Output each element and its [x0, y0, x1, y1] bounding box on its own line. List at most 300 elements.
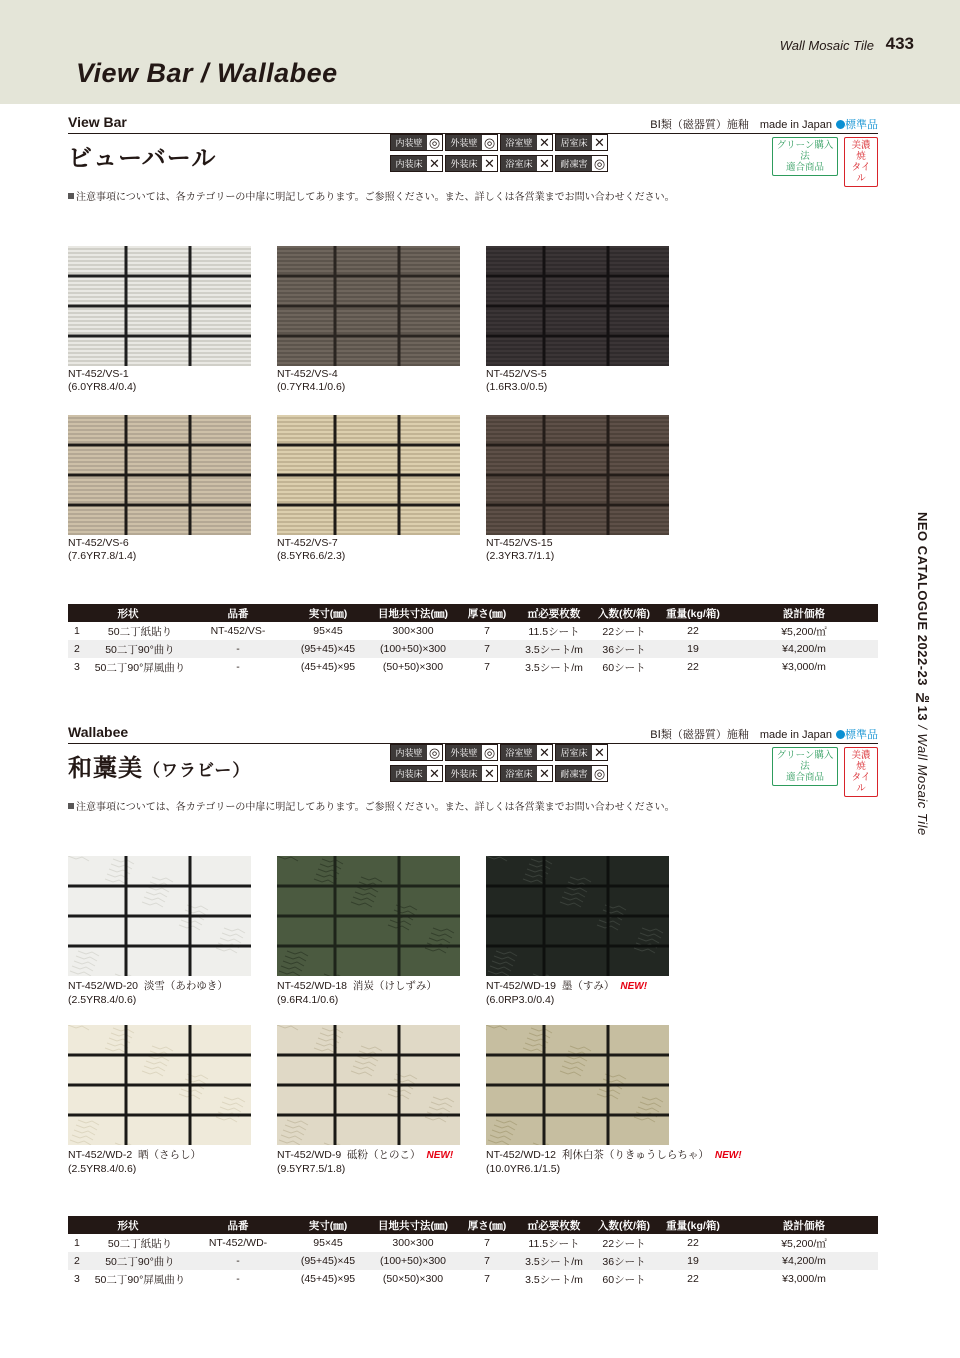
- usage-mark: ◎: [593, 156, 606, 171]
- section-name: View Bar: [68, 114, 127, 130]
- tile-joint-vertical: [125, 1115, 128, 1145]
- tile-joint-vertical: [543, 415, 546, 445]
- tile-joint-vertical: [189, 276, 192, 306]
- tile-card: [277, 415, 460, 562]
- standard-dot-icon: [836, 730, 845, 739]
- tile-joint-vertical: [607, 1115, 610, 1145]
- table-cell: -: [188, 1252, 288, 1270]
- green-badge-line2: 適合商品: [785, 162, 824, 173]
- table-cell: 22: [687, 1237, 699, 1249]
- table-cell: 1: [74, 1237, 80, 1249]
- usage-mark: ◎: [483, 745, 496, 760]
- table-header-cell: 重量(kg/箱): [656, 604, 730, 622]
- table-cell: 11.5シート: [528, 625, 580, 638]
- table-cell: 22シート: [602, 1237, 646, 1250]
- page-number: 433: [885, 34, 914, 53]
- usage-label: 耐凍害: [556, 766, 592, 781]
- table-cell: 22シート: [602, 625, 646, 638]
- table-header-cell: 厚さ(㎜): [458, 604, 516, 622]
- tile-joint-vertical: [607, 1055, 610, 1085]
- table-header-cell: 品番: [188, 604, 288, 622]
- table-header-cell: 品番: [188, 1216, 288, 1234]
- table-header-cell: ㎡必要枚数: [516, 1216, 592, 1234]
- tile-joint-vertical: [543, 505, 546, 535]
- tile-joint-vertical: [543, 1115, 546, 1145]
- tile-joint-horizontal: [68, 474, 251, 477]
- tile-joint-vertical: [398, 1025, 401, 1055]
- table-header-cell: 目地共寸法(㎜): [368, 1216, 458, 1234]
- usage-mark: ◎: [593, 766, 606, 781]
- tile-joint-vertical: [334, 276, 337, 306]
- tile-munsell: (8.5YR6.6/2.3): [277, 550, 346, 562]
- tile-joint-vertical: [398, 916, 401, 946]
- usage-label: 外装壁: [446, 745, 482, 760]
- table-cell: (100+50)×300: [368, 640, 458, 658]
- table-cell: 95×45: [313, 1237, 343, 1249]
- standard-label: 標準品: [845, 729, 878, 741]
- tile-munsell: (7.6YR7.8/1.4): [68, 550, 137, 562]
- tile-joint-vertical: [543, 886, 546, 916]
- green-badge-line1: グリーン購入法: [776, 140, 834, 162]
- red-badge-line2: タイル: [851, 162, 871, 184]
- table-cell: ¥4,200/m: [730, 640, 878, 658]
- catalogue-name: NEO CATALOGUE 2022-23 №13: [915, 512, 930, 722]
- table-cell: -: [236, 661, 240, 673]
- tile-card: [486, 856, 669, 1006]
- table-cell: NT-452/VS-: [210, 625, 266, 637]
- tile-joint-vertical: [334, 916, 337, 946]
- table-cell: 11.5シート: [528, 1237, 580, 1250]
- table-cell: (50+50)×300: [382, 661, 444, 673]
- product-jp-name: ビューバール: [68, 145, 217, 172]
- product-jp-name: 和藁美: [68, 755, 143, 782]
- tile-joint-horizontal: [486, 1084, 669, 1087]
- usage-mark: ✕: [482, 766, 497, 781]
- usage-cell: [390, 765, 443, 782]
- tile-swatch: [486, 1025, 669, 1145]
- tile-code-line: [486, 978, 669, 993]
- usage-cell: [500, 744, 553, 761]
- tile-card: [277, 1025, 460, 1175]
- tile-code: NT-452/WD-20: [68, 980, 139, 992]
- table-row: [68, 622, 878, 640]
- tile-joint-vertical: [607, 415, 610, 445]
- tile-card: [486, 1025, 742, 1175]
- usage-cell: [390, 744, 443, 761]
- table-cell: 2: [68, 1252, 92, 1270]
- tile-munsell: (10.0YR6.1/1.5): [486, 1163, 561, 1175]
- tile-joint-vertical: [398, 856, 401, 886]
- table-header-cell: 厚さ(㎜): [458, 1216, 516, 1234]
- tile-joint-vertical: [543, 336, 546, 366]
- tile-joint-vertical: [125, 415, 128, 445]
- tile-joint-vertical: [334, 336, 337, 366]
- tile-card: [68, 415, 251, 562]
- usage-label: 外装床: [446, 156, 482, 171]
- table-cell: 95×45: [313, 625, 343, 637]
- page-category-label: Wall Mosaic Tile: [779, 38, 874, 53]
- new-badge: NEW!: [620, 981, 648, 992]
- tile-joint-vertical: [189, 1115, 192, 1145]
- tile-joint-vertical: [607, 886, 610, 916]
- tile-joint-vertical: [125, 336, 128, 366]
- tile-joint-vertical: [125, 1085, 128, 1115]
- tile-joint-horizontal: [486, 885, 669, 888]
- tile-joint-vertical: [334, 946, 337, 976]
- usage-mark: ◎: [483, 135, 496, 150]
- tile-munsell: (6.0YR8.4/0.4): [68, 381, 137, 393]
- tile-code-line: [68, 368, 251, 380]
- table-cell: NT-452/WD-: [208, 1237, 268, 1249]
- tile-joint-horizontal: [68, 335, 251, 338]
- usage-cell: [445, 134, 498, 151]
- tile-munsell: (9.6R4.1/0.6): [277, 994, 339, 1006]
- tile-joint-vertical: [543, 1025, 546, 1055]
- tile-joint-horizontal: [68, 444, 251, 447]
- table-cell: (50×50)×300: [382, 1273, 444, 1285]
- catalogue-side-label: [910, 512, 930, 836]
- usage-label: 居室床: [556, 745, 592, 760]
- tile-code: NT-452/WD-19: [486, 980, 557, 992]
- tile-joint-horizontal: [68, 945, 251, 948]
- mino-tile-badge: [844, 137, 878, 187]
- tile-joint-vertical: [189, 415, 192, 445]
- usage-cell: [555, 134, 608, 151]
- tile-joint-vertical: [543, 306, 546, 336]
- tile-joint-vertical: [607, 916, 610, 946]
- tile-joint-vertical: [398, 946, 401, 976]
- usage-mark: ✕: [537, 156, 552, 171]
- table-row: [68, 1270, 878, 1288]
- tile-joint-horizontal: [277, 1114, 460, 1117]
- green-badge-line2: 適合商品: [785, 772, 824, 783]
- tile-joint-horizontal: [277, 915, 460, 918]
- usage-label: 浴室床: [501, 156, 537, 171]
- table-cell: 7: [484, 1273, 490, 1285]
- usage-label: 内装床: [391, 156, 427, 171]
- tile-joint-vertical: [398, 1085, 401, 1115]
- spec-table: [68, 1216, 878, 1288]
- tile-joint-vertical: [125, 1055, 128, 1085]
- table-cell: 22: [687, 1273, 699, 1285]
- tile-code: NT-452/VS-7: [277, 537, 338, 549]
- tile-joint-vertical: [125, 856, 128, 886]
- tile-joint-vertical: [125, 916, 128, 946]
- table-cell: 50二丁90°曲り: [92, 640, 188, 658]
- new-badge: NEW!: [714, 1150, 742, 1161]
- usage-cell: [500, 155, 553, 172]
- tile-munsell: (2.3YR3.7/1.1): [486, 550, 555, 562]
- table-cell: (45+45)×95: [300, 1273, 356, 1285]
- tile-swatch: [486, 415, 669, 535]
- tile-joint-horizontal: [277, 885, 460, 888]
- table-cell: 300×300: [392, 1237, 434, 1249]
- table-cell: -: [236, 1273, 240, 1285]
- table-cell: 2: [68, 640, 92, 658]
- tile-joint-vertical: [607, 1025, 610, 1055]
- table-cell: 22: [687, 661, 699, 673]
- table-cell: (45+45)×95: [300, 661, 356, 673]
- tile-code-line: [277, 978, 460, 993]
- tile-joint-horizontal: [486, 1114, 669, 1117]
- tile-munsell: (9.5YR7.5/1.8): [277, 1163, 346, 1175]
- tile-code-line: [277, 537, 460, 549]
- tile-swatch: [277, 246, 460, 366]
- tile-code: NT-452/WD-9: [277, 1149, 342, 1161]
- tile-name: 淡雪（あわゆき）: [143, 980, 228, 992]
- tile-swatch: [486, 246, 669, 366]
- tile-joint-vertical: [398, 276, 401, 306]
- usage-cell: [445, 744, 498, 761]
- table-cell: (100+50)×300: [368, 1252, 458, 1270]
- usage-label: 内装床: [391, 766, 427, 781]
- tile-swatch: [486, 856, 669, 976]
- tile-joint-vertical: [125, 886, 128, 916]
- tile-joint-vertical: [543, 946, 546, 976]
- tile-joint-vertical: [607, 336, 610, 366]
- product-jp-title: [68, 138, 216, 173]
- tile-joint-vertical: [189, 1055, 192, 1085]
- tile-joint-vertical: [398, 415, 401, 445]
- table-header-row: [68, 604, 878, 622]
- tile-joint-horizontal: [277, 474, 460, 477]
- material-info: BⅠ類（磁器質）施釉 made in Japan: [650, 729, 832, 741]
- usage-cell: [390, 155, 443, 172]
- green-purchase-badge: [772, 747, 838, 786]
- tile-joint-vertical: [398, 475, 401, 505]
- tile-swatch: [68, 1025, 251, 1145]
- tile-name: 利休白茶（りきゅうしらちゃ）: [561, 1149, 709, 1161]
- new-badge: NEW!: [426, 1150, 454, 1161]
- table-cell: 7: [484, 625, 490, 637]
- table-cell: 7: [458, 640, 516, 658]
- tile-joint-vertical: [398, 306, 401, 336]
- tile-joint-horizontal: [486, 305, 669, 308]
- usage-mark: ✕: [537, 135, 552, 150]
- table-cell: 50二丁90°屏風曲り: [94, 661, 186, 674]
- tile-joint-vertical: [125, 246, 128, 276]
- tile-joint-horizontal: [277, 1054, 460, 1057]
- table-cell: 3: [74, 1273, 80, 1285]
- table-cell: -: [188, 640, 288, 658]
- table-cell: (95+45)×45: [288, 640, 368, 658]
- tile-joint-horizontal: [486, 474, 669, 477]
- tile-joint-vertical: [334, 415, 337, 445]
- table-cell: 50二丁紙貼り: [107, 625, 173, 638]
- usage-mark: ✕: [482, 156, 497, 171]
- tile-joint-vertical: [125, 1025, 128, 1055]
- table-header-cell: 目地共寸法(㎜): [368, 604, 458, 622]
- usage-mark: ✕: [427, 156, 442, 171]
- tile-joint-horizontal: [486, 444, 669, 447]
- table-header-cell: 設計価格: [730, 604, 878, 622]
- tile-joint-horizontal: [277, 444, 460, 447]
- tile-joint-vertical: [543, 445, 546, 475]
- tile-munsell: (2.5YR8.4/0.6): [68, 1163, 137, 1175]
- tile-joint-vertical: [543, 1055, 546, 1085]
- tile-code: NT-452/WD-18: [277, 980, 348, 992]
- usage-mark: ✕: [537, 745, 552, 760]
- tile-joint-vertical: [189, 1085, 192, 1115]
- table-header-cell: 形状: [68, 604, 188, 622]
- tile-joint-vertical: [125, 445, 128, 475]
- tile-card: [486, 415, 669, 562]
- product-section-2: [68, 724, 878, 1284]
- usage-cell: [555, 765, 608, 782]
- table-cell: 7: [484, 1237, 490, 1249]
- table-header-row: [68, 1216, 878, 1234]
- table-cell: 7: [458, 1252, 516, 1270]
- tile-joint-vertical: [334, 1025, 337, 1055]
- tile-joint-horizontal: [486, 945, 669, 948]
- tile-joint-vertical: [607, 246, 610, 276]
- tile-joint-vertical: [334, 1055, 337, 1085]
- tile-code-line: [68, 537, 251, 549]
- tile-code: NT-452/WD-12: [486, 1149, 557, 1161]
- table-header-cell: 形状: [68, 1216, 188, 1234]
- tile-name: 消炭（けしずみ）: [352, 980, 437, 992]
- standard-dot-icon: [836, 120, 845, 129]
- table-row: [68, 1234, 878, 1252]
- usage-label: 居室床: [556, 135, 592, 150]
- tile-swatch: [68, 246, 251, 366]
- table-cell: 3.5シート/m: [525, 1273, 583, 1286]
- section-name: Wallabee: [68, 724, 129, 740]
- tile-joint-vertical: [334, 505, 337, 535]
- section-meta: [650, 116, 878, 132]
- table-cell: 50二丁90°曲り: [92, 1252, 188, 1270]
- table-cell: ¥4,200/m: [730, 1252, 878, 1270]
- section-meta: [650, 726, 878, 742]
- usage-grid: [390, 134, 610, 172]
- usage-cell: [445, 765, 498, 782]
- table-row: [68, 658, 878, 676]
- usage-label: 浴室壁: [501, 135, 537, 150]
- tile-code: NT-452/VS-5: [486, 368, 547, 380]
- tile-joint-vertical: [398, 336, 401, 366]
- green-purchase-badge: [772, 137, 838, 176]
- red-badge-line1: 美濃焼: [851, 750, 871, 772]
- tile-card: [68, 246, 251, 393]
- table-cell: 3.5シート/m: [516, 1252, 592, 1270]
- usage-cell: [500, 765, 553, 782]
- table-header-cell: 入数(枚/箱): [592, 604, 656, 622]
- standard-label: 標準品: [845, 119, 878, 131]
- spec-table: [68, 604, 878, 676]
- usage-cell: [390, 134, 443, 151]
- tile-joint-vertical: [607, 445, 610, 475]
- usage-cell: [500, 134, 553, 151]
- table-cell: 3: [74, 661, 80, 673]
- product-section-1: [68, 114, 878, 674]
- tile-joint-vertical: [334, 1085, 337, 1115]
- table-cell: 60シート: [602, 661, 646, 674]
- tile-card: [486, 246, 669, 393]
- tile-code: NT-452/VS-1: [68, 368, 129, 380]
- notice-square-icon: [68, 193, 74, 199]
- tile-name: 砥粉（とのこ）: [347, 1149, 421, 1161]
- tile-joint-vertical: [189, 336, 192, 366]
- tile-joint-vertical: [398, 445, 401, 475]
- tile-joint-horizontal: [68, 1114, 251, 1117]
- tile-joint-vertical: [398, 505, 401, 535]
- tile-joint-vertical: [334, 475, 337, 505]
- tile-joint-vertical: [189, 856, 192, 886]
- tile-card: [277, 246, 460, 393]
- tile-joint-vertical: [543, 1085, 546, 1115]
- tile-joint-vertical: [398, 246, 401, 276]
- tile-joint-vertical: [398, 886, 401, 916]
- tile-swatch: [68, 856, 251, 976]
- tile-swatch: [277, 1025, 460, 1145]
- tile-joint-horizontal: [68, 504, 251, 507]
- tile-joint-vertical: [189, 306, 192, 336]
- tile-code: NT-452/WD-2: [68, 1149, 133, 1161]
- tile-code-line: [68, 1147, 251, 1162]
- tile-joint-vertical: [607, 276, 610, 306]
- product-jp-title: [68, 748, 250, 783]
- tile-code-line: [277, 1147, 460, 1162]
- tile-swatch: [68, 415, 251, 535]
- mino-tile-badge: [844, 747, 878, 797]
- table-cell: ¥3,000/m: [782, 1273, 826, 1285]
- usage-mark: ◎: [428, 135, 441, 150]
- tile-code-line: [277, 368, 460, 380]
- tile-joint-vertical: [334, 856, 337, 886]
- red-badge-line2: タイル: [851, 772, 871, 794]
- tile-joint-horizontal: [68, 305, 251, 308]
- green-badge-line1: グリーン購入法: [776, 750, 834, 772]
- tile-joint-horizontal: [68, 885, 251, 888]
- tile-code-line: [486, 1147, 742, 1162]
- tile-name: 晒（さらし）: [138, 1149, 202, 1161]
- tile-card: [68, 856, 251, 1006]
- tile-joint-vertical: [543, 475, 546, 505]
- tile-joint-vertical: [607, 306, 610, 336]
- tile-joint-vertical: [125, 505, 128, 535]
- table-header-cell: 重量(kg/箱): [656, 1216, 730, 1234]
- tile-card: [68, 1025, 251, 1175]
- tile-joint-vertical: [334, 246, 337, 276]
- usage-label: 内装壁: [391, 745, 427, 760]
- tile-joint-vertical: [398, 1055, 401, 1085]
- tile-name: 墨（すみ）: [561, 980, 615, 992]
- product-jp-reading: （ワラビー）: [143, 761, 251, 780]
- notice-square-icon: [68, 803, 74, 809]
- tile-joint-horizontal: [68, 1054, 251, 1057]
- tile-joint-vertical: [607, 505, 610, 535]
- tile-joint-vertical: [189, 246, 192, 276]
- usage-cell: [555, 744, 608, 761]
- notice-text: [68, 188, 675, 203]
- tile-joint-vertical: [334, 445, 337, 475]
- table-cell: 22: [687, 625, 699, 637]
- table-cell: (95+45)×45: [288, 1252, 368, 1270]
- notice-text: [68, 798, 675, 813]
- tile-joint-vertical: [607, 856, 610, 886]
- usage-grid: [390, 744, 610, 782]
- tile-munsell: (0.7YR4.1/0.6): [277, 381, 346, 393]
- tile-munsell: (6.0RP3.0/0.4): [486, 994, 555, 1006]
- tile-joint-horizontal: [486, 915, 669, 918]
- tile-joint-vertical: [189, 946, 192, 976]
- notice-body: 注意事項については、各カテゴリーの中扉に明記してあります。ご参照ください。また、詳しくは各営業までお問い合わせください。: [76, 192, 675, 203]
- usage-mark: ✕: [537, 766, 552, 781]
- table-cell: 50二丁紙貼り: [107, 1237, 173, 1250]
- tile-joint-horizontal: [277, 1084, 460, 1087]
- tile-joint-vertical: [189, 886, 192, 916]
- material-info: BⅠ類（磁器質）施釉 made in Japan: [650, 119, 832, 131]
